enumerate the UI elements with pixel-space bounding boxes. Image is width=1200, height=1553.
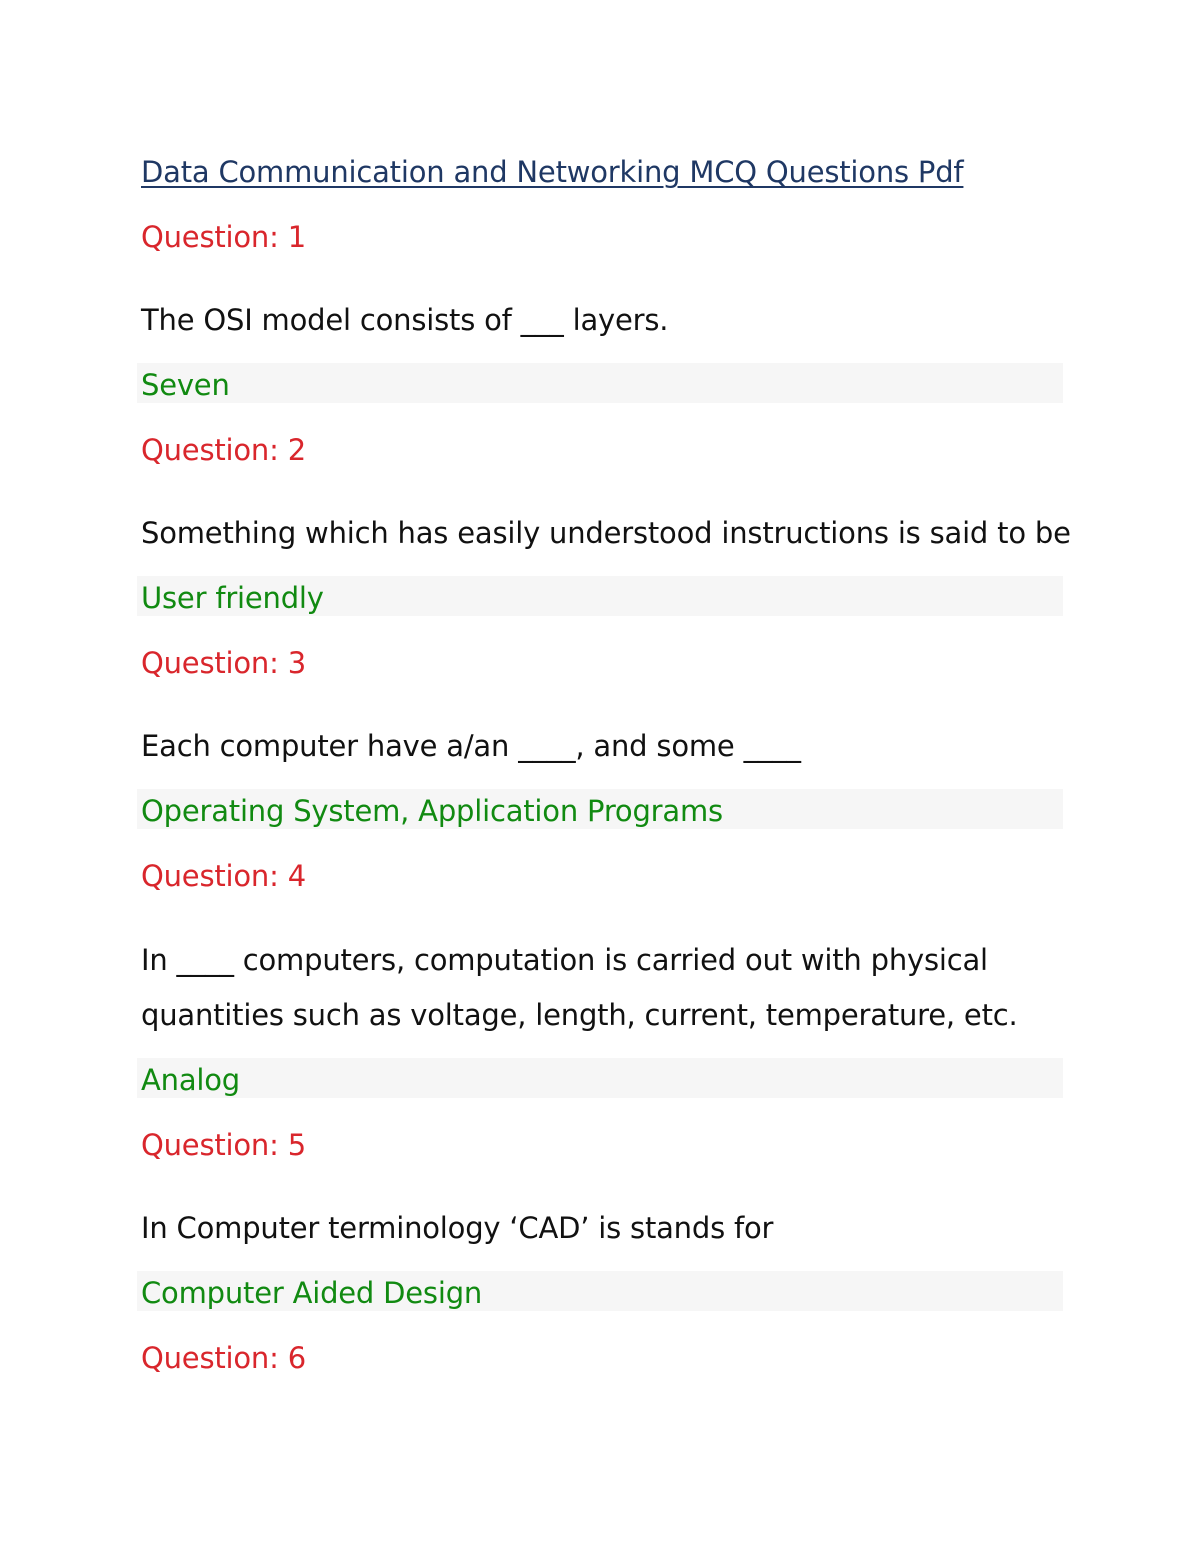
answer-highlight: [137, 1058, 1063, 1098]
question-label: Question: 5: [141, 1128, 306, 1162]
question-text: Each computer have a/an ____, and some ____: [141, 729, 801, 763]
question-label: Question: 1: [141, 220, 306, 254]
question-label: Question: 2: [141, 433, 306, 467]
question-text: The OSI model consists of ___ layers.: [141, 303, 669, 337]
document-title-link[interactable]: Data Communication and Networking MCQ Questions Pdf: [141, 155, 964, 189]
question-text: quantities such as voltage, length, current, temperature, etc.: [141, 998, 1018, 1032]
question-text: In Computer terminology ‘CAD’ is stands for: [141, 1211, 774, 1245]
question-label: Question: 4: [141, 859, 306, 893]
answer-highlight: [137, 363, 1063, 403]
answer-text: Operating System, Application Programs: [141, 794, 723, 828]
answer-text: Analog: [141, 1063, 240, 1097]
question-text: Something which has easily understood instructions is said to be: [141, 516, 1071, 550]
answer-text: Seven: [141, 368, 230, 402]
question-label: Question: 3: [141, 646, 306, 680]
answer-text: User friendly: [141, 581, 324, 615]
answer-text: Computer Aided Design: [141, 1276, 483, 1310]
question-text: In ____ computers, computation is carried out with physical: [141, 943, 988, 977]
question-label: Question: 6: [141, 1341, 306, 1375]
